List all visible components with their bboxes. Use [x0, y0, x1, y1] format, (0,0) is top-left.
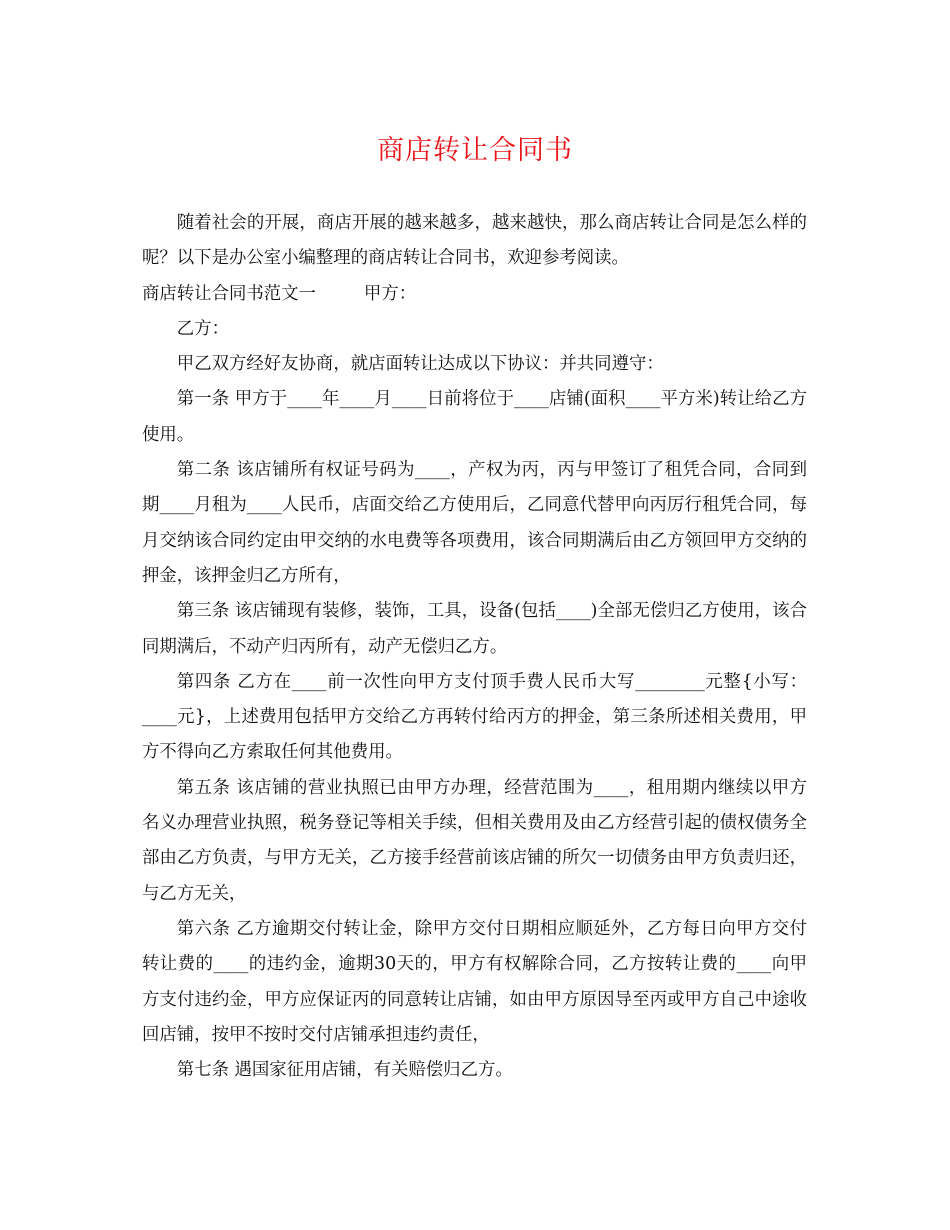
- intro-paragraph: 随着社会的开展，商店开展的越来越多，越来越快，那么商店转让合同是怎么样的呢？以下是办公室小编整理的商店转让合同书，欢迎参考阅读。: [142, 213, 807, 269]
- article-1: 第一条 甲方于____年____月____日前将位于____店铺(面积____平方米)转让给乙方使用。: [142, 389, 807, 445]
- document-body: [142, 206, 807, 1088]
- article-5: 第五条 该店铺的营业执照已由甲方办理，经营范围为____，租用期内继续以甲方名义办理营业执照，税务登记等相关手续，但相关费用及由乙方经营引起的债权债务全部由乙方负责，与甲方无关，乙方接手经营前该店铺的所欠一切债务由甲方负责归还，与乙方无关，: [142, 777, 807, 904]
- party-a-label: 甲方：: [363, 283, 417, 304]
- document-title: 商店转让合同书: [377, 135, 573, 166]
- article-3: 第三条 该店铺现有装修，装饰，工具，设备(包括____)全部无偿归乙方使用，该合同期满后，不动产归丙所有，动产无偿归乙方。: [142, 601, 807, 657]
- preamble-paragraph: 甲乙双方经好友协商，就店面转让达成以下协议：并共同遵守：: [176, 354, 664, 375]
- sample-heading-line: [142, 277, 807, 312]
- party-b-label: 乙方：: [176, 318, 229, 339]
- article-7: 第七条 遇国家征用店铺，有关赔偿归乙方。: [176, 1060, 513, 1081]
- article-6: 第六条 乙方逾期交付转让金，除甲方交付日期相应顺延外，乙方每日向甲方交付转让费的____的违约金，逾期30天的，甲方有权解除合同，乙方按转让费的____向甲方支付违约金，甲方应保证丙的同意转让店铺，如由甲方原因导至丙或甲方自己中途收回店铺，按甲不按时交付店铺承担违约责任，: [142, 918, 807, 1045]
- sample-heading: 商店转让合同书范文一: [142, 283, 316, 304]
- article-4: 第四条 乙方在____前一次性向甲方支付顶手费人民币大写________元整{小写：____元}，上述费用包括甲方交给乙方再转付给丙方的押金，第三条所述相关费用，甲方不得向乙方索取任何其他费用。: [142, 671, 807, 763]
- article-2: 第二条 该店铺所有权证号码为____，产权为丙，丙与甲签订了租凭合同，合同到期____月租为____人民币，店面交给乙方使用后，乙同意代替甲向丙厉行租凭合同，每月交纳该合同约定由甲交纳的水电费等各项费用，该合同期满后由乙方领回甲方交纳的押金，该押金归乙方所有，: [142, 460, 807, 586]
